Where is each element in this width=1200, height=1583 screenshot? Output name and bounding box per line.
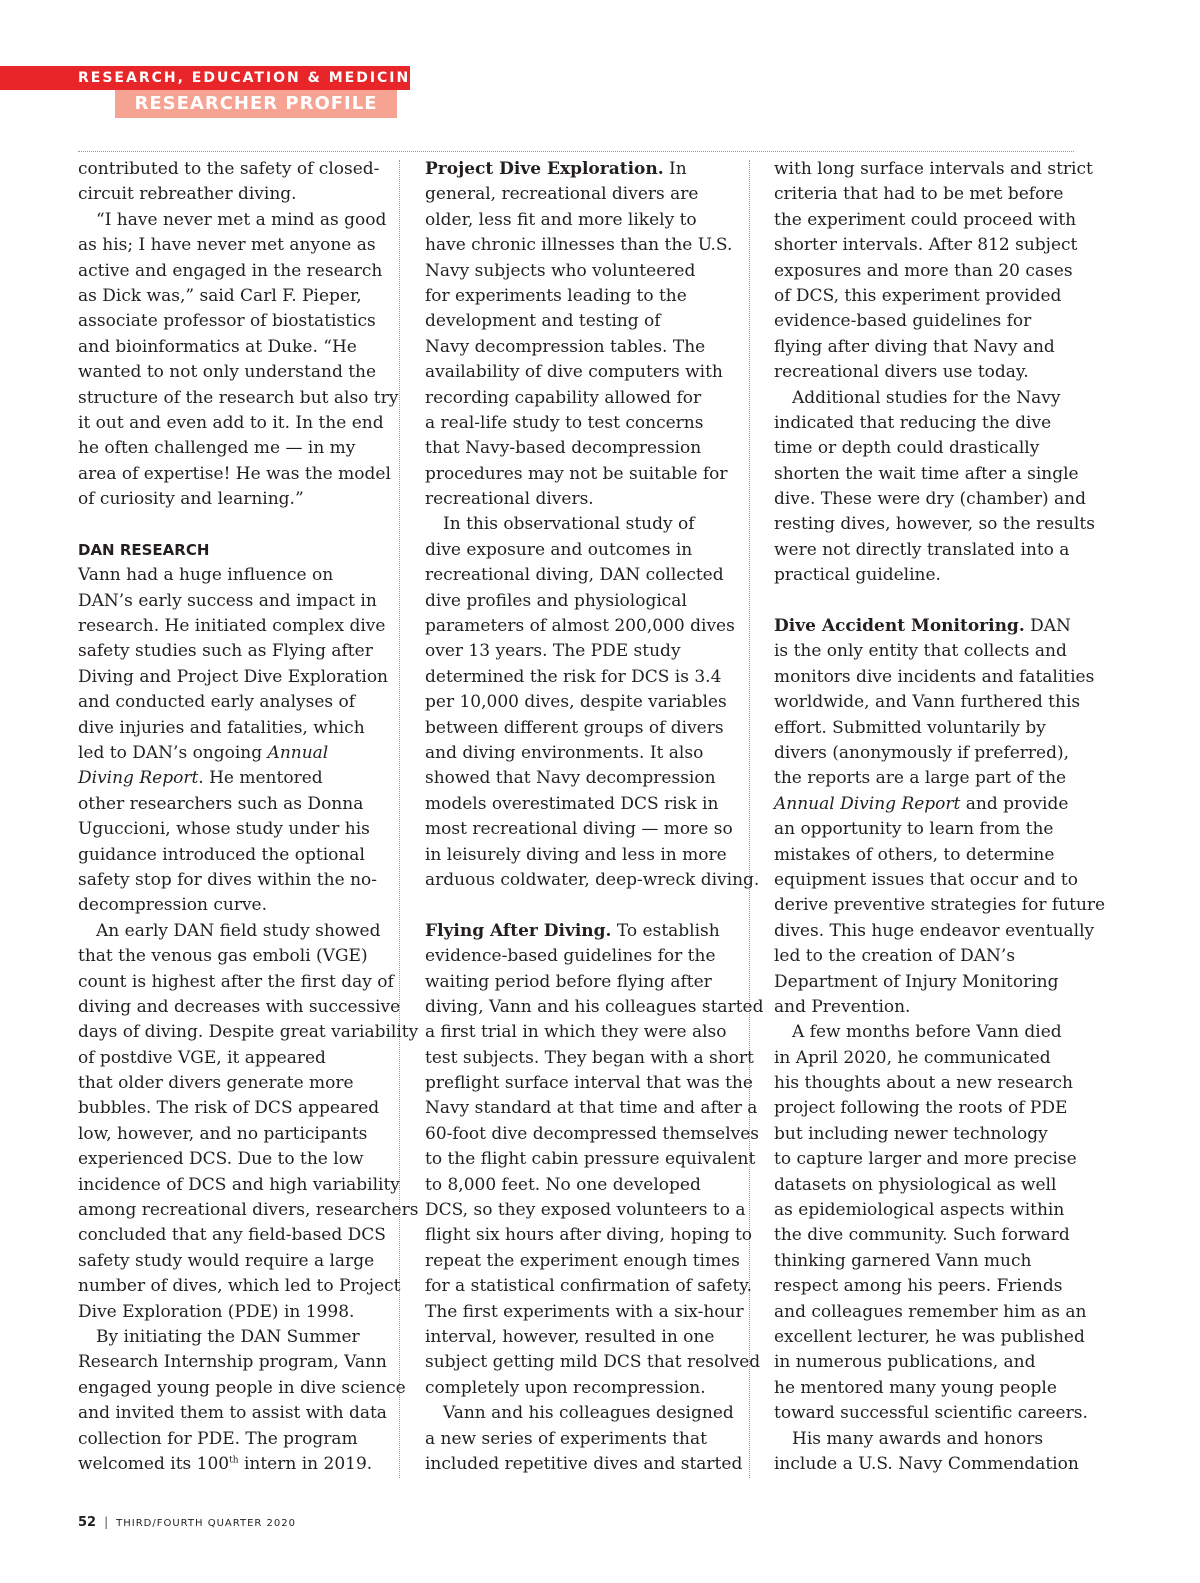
text-line: a new series of experiments that xyxy=(425,1428,707,1449)
text-line: per 10,000 dives, despite variables xyxy=(425,692,727,713)
text-line: of curiosity and learning.” xyxy=(78,489,304,510)
paragraph xyxy=(774,1427,1092,1478)
text-line: dive injuries and fatalities, which xyxy=(78,717,365,738)
text-line: recreational divers. xyxy=(425,489,594,510)
text-line: that Navy-based decompression xyxy=(425,438,702,459)
text-line: safety studies such as Flying after xyxy=(78,641,373,662)
text-line: development and testing of xyxy=(425,311,661,332)
text-line: A few months before Vann died xyxy=(792,1022,1062,1043)
text-line: repeat the experiment enough times xyxy=(425,1250,740,1271)
text-line: Dive Exploration (PDE) in 1998. xyxy=(78,1301,355,1322)
text-line: other researchers such as Donna xyxy=(78,793,364,814)
text-line: in numerous publications, and xyxy=(774,1352,1036,1373)
text-line: “I have never met a mind as good xyxy=(96,209,387,230)
text-line: research. He initiated complex dive xyxy=(78,616,386,637)
text-line: recreational diving, DAN collected xyxy=(425,565,724,586)
text-line: for a statistical confirmation of safety. xyxy=(425,1276,753,1297)
paragraph: Dive Accident Monitoring. DAN is the only entity that collects and monitors dive incidents and fatalities worldwide, and Vann furthered this effort. Submitted voluntarily by divers (anonymously if preferred), the reports are a large part of the Annual Diving Report and provide an opportunity to learn from the mistakes of others, to determine equipment issues that occur and to derive preventive strategies for future dives. This huge endeavor eventually led to the creation of DAN’s Department of Injury Monitoring and Prevention. xyxy=(774,614,1092,1020)
paragraph xyxy=(425,1401,743,1477)
text-line: to 8,000 feet. No one developed xyxy=(425,1174,701,1195)
footer-separator: | xyxy=(104,1515,109,1529)
text-line: with long surface intervals and strict xyxy=(774,159,1093,179)
text-line: safety study would require a large xyxy=(78,1250,375,1271)
text-line: diving and decreases with successive xyxy=(78,996,401,1017)
text-line: flight six hours after diving, hoping to xyxy=(425,1225,753,1246)
text-line: a real-life study to test concerns xyxy=(425,412,704,433)
section-header: RESEARCH, EDUCATION & MEDICINE xyxy=(0,66,410,90)
text-line: that older divers generate more xyxy=(78,1073,354,1094)
text-line: his thoughts about a new research xyxy=(774,1073,1073,1094)
text-line: parameters of almost 200,000 dives xyxy=(425,616,735,637)
text-line: over 13 years. The PDE study xyxy=(425,641,681,662)
text-line: An early DAN field study showed xyxy=(96,920,381,941)
text-line: an opportunity to learn from the xyxy=(774,819,1054,840)
text-line: Navy subjects who volunteered xyxy=(425,260,696,281)
run-in-heading: Dive Accident Monitoring. xyxy=(774,616,1025,637)
text-line: exposures and more than 20 cases xyxy=(774,260,1073,281)
paragraph xyxy=(774,1020,1092,1426)
text-line: In this observational study of xyxy=(443,514,695,535)
text-line: shorten the wait time after a single xyxy=(774,463,1079,484)
text-line: practical guideline. xyxy=(774,565,941,586)
text-line: datasets on physiological as well xyxy=(774,1174,1057,1195)
text-line: equipment issues that occur and to xyxy=(774,869,1078,890)
text-line: Uguccioni, whose study under his xyxy=(78,819,370,840)
text-line: the experiment could proceed with xyxy=(774,209,1077,230)
text-line: that the venous gas emboli (VGE) xyxy=(78,946,368,967)
text-line: he mentored many young people xyxy=(774,1377,1057,1398)
text-line: and conducted early analyses of xyxy=(78,692,356,713)
text-line: active and engaged in the research xyxy=(78,260,383,281)
run-in-heading: Flying After Diving. xyxy=(425,920,612,941)
text-line: to capture larger and more precise xyxy=(774,1149,1077,1170)
text-line: Vann had a huge influence on xyxy=(78,565,334,586)
text-line: monitors dive incidents and fatalities xyxy=(774,666,1095,687)
quote-paragraph xyxy=(78,208,399,513)
text-line: were not directly translated into a xyxy=(774,539,1070,560)
text-line: and diving environments. It also xyxy=(425,742,704,763)
text-line: as Dick was,” said Carl F. Pieper, xyxy=(78,285,362,306)
text-line: number of dives, which led to Project xyxy=(78,1276,401,1297)
text-line: is the only entity that collects and xyxy=(774,641,1067,662)
text-line: but including newer technology xyxy=(774,1123,1048,1144)
text-line: led to the creation of DAN’s xyxy=(774,946,1016,967)
text-line: By initiating the DAN Summer xyxy=(96,1326,360,1347)
text-line: mistakes of others, to determine xyxy=(774,844,1055,865)
text-line: arduous coldwater, deep-wreck diving. xyxy=(425,869,760,890)
text-line: days of diving. Despite great variability xyxy=(78,1022,419,1043)
text-line: evidence-based guidelines for xyxy=(774,311,1032,332)
text-line: incidence of DCS and high variability xyxy=(78,1174,400,1195)
text-line: experienced DCS. Due to the low xyxy=(78,1149,364,1170)
text-line: DCS, so they exposed volunteers to a xyxy=(425,1200,746,1221)
paragraph xyxy=(774,386,1095,589)
text-line: to the flight cabin pressure equivalent xyxy=(425,1149,756,1170)
text-line: general, recreational divers are xyxy=(425,184,699,205)
text-line: models overestimated DCS risk in xyxy=(425,793,719,814)
text-line: for experiments leading to the xyxy=(425,285,687,306)
text-line: indicated that reducing the dive xyxy=(774,412,1052,433)
text-line: among recreational divers, researchers xyxy=(78,1200,419,1221)
text-line: associate professor of biostatistics xyxy=(78,311,376,332)
text-line: evidence-based guidelines for the xyxy=(425,946,716,967)
text-line: guidance introduced the optional xyxy=(78,844,365,865)
text-line: resting dives, however, so the results xyxy=(774,514,1095,535)
text-line: dive profiles and physiological xyxy=(425,590,687,611)
text-line: flying after diving that Navy and xyxy=(774,336,1055,357)
text-line: The first experiments with a six-hour xyxy=(425,1301,744,1322)
text-line: engaged young people in dive science xyxy=(78,1377,406,1398)
text-line: as epidemiological aspects within xyxy=(774,1200,1065,1221)
text-line: of postdive VGE, it appeared xyxy=(78,1047,326,1068)
text-line: low, however, and no participants xyxy=(78,1123,368,1144)
text-line: bubbles. The risk of DCS appeared xyxy=(78,1098,380,1119)
text-line: Diving and Project Dive Exploration xyxy=(78,666,389,687)
subsection-header: RESEARCHER PROFILE xyxy=(115,90,397,118)
text-line: count is highest after the first day of xyxy=(78,971,394,992)
paragraph xyxy=(425,512,760,893)
text-line: the dive community. Such forward xyxy=(774,1225,1070,1246)
page-number: 52 xyxy=(78,1515,97,1530)
text-line: include a U.S. Navy Commendation xyxy=(774,1453,1079,1474)
text-line: time or depth could drastically xyxy=(774,438,1040,459)
text-line: in leisurely diving and less in more xyxy=(425,844,727,865)
text-line: excellent lecturer, he was published xyxy=(774,1326,1085,1347)
text-line: toward successful scientific careers. xyxy=(774,1403,1088,1424)
text-line: Additional studies for the Navy xyxy=(792,387,1061,408)
text-line: it out and even add to it. In the end xyxy=(78,412,384,433)
text-line: concluded that any field-based DCS xyxy=(78,1225,386,1246)
text-line: procedures may not be suitable for xyxy=(425,463,728,484)
text-line: respect among his peers. Friends xyxy=(774,1276,1063,1297)
text-line: and bioinformatics at Duke. “He xyxy=(78,336,357,357)
text-line: His many awards and honors xyxy=(792,1428,1044,1449)
text-line: availability of dive computers with xyxy=(425,362,723,383)
text-line: divers (anonymously if preferred), xyxy=(774,742,1070,763)
text-line: showed that Navy decompression xyxy=(425,768,716,789)
text-line: of DCS, this experiment provided xyxy=(774,285,1062,306)
text-line: test subjects. They began with a short xyxy=(425,1047,754,1068)
text-line: collection for PDE. The program xyxy=(78,1428,358,1449)
header-divider xyxy=(78,151,1074,152)
text-line: preflight surface interval that was the xyxy=(425,1073,753,1094)
text-line: and colleagues remember him as an xyxy=(774,1301,1087,1322)
text-line: DAN’s early success and impact in xyxy=(78,590,377,611)
text-line: he often challenged me — in my xyxy=(78,438,356,459)
text-line: and invited them to assist with data xyxy=(78,1403,387,1424)
text-line: recreational divers use today. xyxy=(774,362,1029,383)
text-line: Department of Injury Monitoring xyxy=(774,971,1059,992)
section-heading: DAN RESEARCH xyxy=(78,540,210,559)
text-line: Navy standard at that time and after a xyxy=(425,1098,758,1119)
text-line: shorter intervals. After 812 subject xyxy=(774,235,1078,256)
issue-label: THIRD/FOURTH QUARTER 2020 xyxy=(116,1518,296,1529)
run-in-heading: Project Dive Exploration. xyxy=(425,159,664,179)
text-line: determined the risk for DCS is 3.4 xyxy=(425,666,722,687)
text-line: wanted to not only understand the xyxy=(78,362,377,383)
text-line: included repetitive dives and started xyxy=(425,1453,743,1474)
text-line: diving, Vann and his colleagues started xyxy=(425,996,764,1017)
paragraph: Vann had a huge influence on DAN’s early success and impact in research. He initiated complex dive safety studies such as Flying after Diving and Project Dive Exploration and conducted early analyses of dive injuries and fatalities, which led to DAN’s ongoing Annual Diving Report. He mentored other researchers such as Donna Uguccioni, whose study under his guidance introduced the optional safety stop for dives within the no- decompression curve. xyxy=(78,563,396,918)
text-line: thinking garnered Vann much xyxy=(774,1250,1032,1271)
text-line: structure of the research but also try xyxy=(78,387,399,408)
text-line: completely upon recompression. xyxy=(425,1377,706,1398)
text-line: worldwide, and Vann furthered this xyxy=(774,692,1081,713)
paragraph xyxy=(774,157,1092,386)
text-line: dives. This huge endeavor eventually xyxy=(774,920,1095,941)
text-line: circuit rebreather diving. xyxy=(78,184,297,205)
paragraph xyxy=(78,919,419,1325)
text-line: project following the roots of PDE xyxy=(774,1098,1068,1119)
text-line: waiting period before flying after xyxy=(425,971,712,992)
text-line: subject getting mild DCS that resolved xyxy=(425,1352,761,1373)
text-line: have chronic illnesses than the U.S. xyxy=(425,235,733,256)
paragraph xyxy=(78,157,396,208)
text-line: area of expertise! He was the model xyxy=(78,463,391,484)
text-line: Navy decompression tables. The xyxy=(425,336,706,357)
text-line: a first trial in which they were also xyxy=(425,1022,727,1043)
text-line: dive exposure and outcomes in xyxy=(425,539,693,560)
text-line: safety stop for dives within the no- xyxy=(78,869,378,890)
text-line: most recreational diving — more so xyxy=(425,819,733,840)
text-column-1 xyxy=(78,157,419,1477)
text-line: interval, however, resulted in one xyxy=(425,1326,715,1347)
text-line: recording capability allowed for xyxy=(425,387,702,408)
text-line: the reports are a large part of the xyxy=(774,768,1067,789)
text-line: older, less fit and more likely to xyxy=(425,209,697,230)
text-line: decompression curve. xyxy=(78,895,268,916)
text-line: Vann and his colleagues designed xyxy=(443,1403,734,1424)
text-line: between different groups of divers xyxy=(425,717,724,738)
text-column-3 xyxy=(774,157,1106,1477)
paragraph: Flying After Diving. To establish evidence-based guidelines for the waiting period before flying after diving, Vann and his colleagues started a first trial in which they were also test subjects. They began with a short preflight surface interval that was the Navy standard at that time and after a 60-foot dive decompressed themselves to the flight cabin pressure equivalent to 8,000 feet. No one developed DCS, so they exposed volunteers to a flight six hours after diving, hoping to repeat the experiment enough times for a statistical confirmation of safety. The first experiments with a six-hour interval, however, resulted in one subject getting mild DCS that resolved completely upon recompression. xyxy=(425,919,743,1401)
text-column-2 xyxy=(425,157,764,1477)
text-line: in April 2020, he communicated xyxy=(774,1047,1051,1068)
paragraph: By initiating the DAN Summer Research Internship program, Vann engaged young people in dive science and invited them to assist with data collection for PDE. The program welcomed its 100th intern in 2019. xyxy=(78,1326,406,1474)
text-line: derive preventive strategies for future xyxy=(774,895,1106,916)
text-line: criteria that had to be met before xyxy=(774,184,1064,205)
text-line: 60-foot dive decompressed themselves xyxy=(425,1123,760,1144)
page-footer xyxy=(78,1512,296,1532)
text-line: dive. These were dry (chamber) and xyxy=(774,489,1086,510)
text-line: effort. Submitted voluntarily by xyxy=(774,717,1046,738)
text-line: Research Internship program, Vann xyxy=(78,1352,387,1373)
paragraph: Project Dive Exploration. In general, recreational divers are older, less fit and more likely to have chronic illnesses than the U.S. Navy subjects who volunteered for experiments leading to the development and testing of Navy decompression tables. The availability of dive computers with recording capability allowed for a real-life study to test concerns that Navy-based decompression procedures may not be suitable for recreational divers. xyxy=(425,157,743,512)
text-line: as his; I have never met anyone as xyxy=(78,235,376,256)
text-line: and Prevention. xyxy=(774,996,911,1017)
text-line: contributed to the safety of closed- xyxy=(78,159,380,179)
